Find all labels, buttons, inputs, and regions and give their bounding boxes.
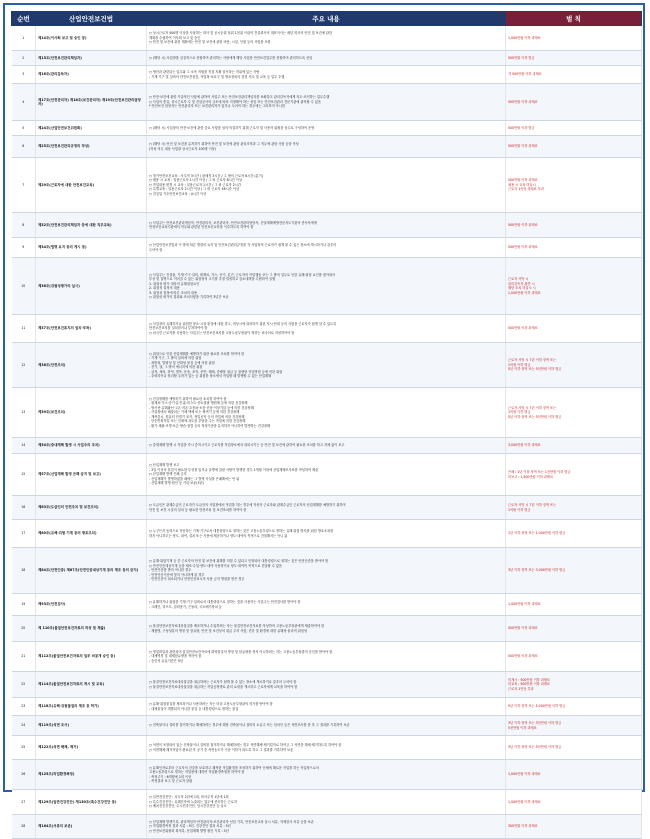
content-line: ○ 사업주는 건설물, 기계·기구·설비, 원재료, 가스, 증기, 분진, 근로자의 작업행동 또는 그 밖의 업무로 인한 유해·위험 요인을 찾아내어: [149, 272, 336, 277]
content-line: ○ 작업환경측정 결과 서류 : 5년, 건강진단 결과 서류 : 5년: [149, 824, 231, 829]
table-row: [12, 51, 642, 66]
law-article: 제 110조(물질안전보건자료의 작성 및 제출): [36, 616, 147, 642]
content-line: - 3일 이상의 휴업이 필요한 부상을 입거나 질병에 걸린 사람이 발생한 경우 1개월 이내에 산업재해조사표를 작성하여 제출: [149, 467, 319, 472]
content-line: - 대체명칭 및 대체함유량을 적어야 함: [149, 654, 202, 659]
content-line: - 승인의 유효기간은 5년: [149, 658, 183, 663]
penalty: [506, 716, 642, 736]
penalty: [506, 815, 642, 839]
penalty-line: 은폐 : 1년 이하 징역 또는 1천만원 이하 벌금: [508, 470, 571, 474]
main-content: [147, 790, 506, 815]
penalty-line: 1,000만원 이하 과태료: [508, 290, 541, 295]
content-line: - 폭발성, 발화성 및 인화성 물질 등에 의한 위험: [149, 360, 215, 365]
penalty-line: 3년 이하 징역 또는 3천만원 이하 벌금: [508, 721, 562, 725]
penalty-line: 근로자 1인당 부과: [508, 686, 534, 691]
penalty-line: 채용 시 교육 미실시: [508, 182, 536, 187]
main-content: [147, 496, 506, 520]
penalty: [506, 760, 642, 790]
penalty-line: 1,000만원 이하 과태료: [508, 35, 541, 40]
content-line: - 측정주기 : 6개월에 1회 이상: [149, 774, 192, 779]
content-line: ○ 상시근로자 500명 이상을 사용하는 회사 및 공시순위 상위 1천위 이내의 건설회사의 대표이사는 매년 회사의 안전 및 보건에 관한: [149, 31, 333, 36]
penalty-line: 500만원 이하 과태료: [508, 178, 538, 183]
row-number: 25: [12, 736, 36, 760]
law-article: 제63조(도급인의 안전조치 및 보건조치): [36, 496, 147, 520]
content-line: - 추락하거나 붕괴할 우려가 있는 등 위험한 장소에서 작업할 때 발생할 수 있는 산업재해: [149, 374, 272, 378]
law-article: 제36조(위험성평가의 실시): [36, 258, 147, 315]
penalty-line: 5천만원 이하 과태료: [508, 725, 537, 730]
row-number: 22: [12, 672, 36, 698]
content-line: ○ 건강장해를 예방하기 위하여 필요한 조치를 하여야 함: [149, 396, 227, 401]
penalty: [506, 790, 642, 815]
content-line: ○ 정기안전보건교육 : 사무직 3시간 / 판매직 3시간 / 그 밖의 근로자 6시간 (분기): [149, 173, 263, 178]
content-line: - 원재료·가스·증기·분진·흄·미스트·산소결핍·병원체 등에 의한 건강장해: [149, 401, 248, 406]
main-content: [147, 315, 506, 343]
table-row: [12, 158, 642, 213]
penalty: [506, 594, 642, 616]
main-content: [147, 760, 506, 790]
penalty: [506, 388, 642, 438]
content-line: ○ 외국인 근로자를 사용하는 사업주는 안전보건표지를 고용노동부장관이 정하는 외국어로 작성하여야 함: [149, 330, 295, 335]
content-line: - 크레인, 리프트, 압력용기, 곤돌라, 국소배기장치 등: [149, 604, 222, 609]
content-line: ○ 석면이 포함되어 있는 건축물이나 설비를 철거하거나 해체하려는 경우 석면해체·제거업자로 하여금 그 석면을 해체·제거하도록 하여야 함: [149, 743, 342, 747]
penalty: [506, 616, 642, 642]
main-content: [147, 548, 506, 594]
main-content: [147, 438, 506, 454]
main-content: [147, 51, 506, 66]
content-line: - 산업재해가 발생하였을 때에는 그 발생 사실을 은폐해서는 안 됨: [149, 476, 240, 481]
main-content: [147, 238, 506, 258]
row-number: 8: [12, 213, 36, 238]
table-row: [12, 815, 642, 839]
penalty-line: 1억원 이하 벌금: [508, 362, 531, 367]
penalty-line: 해당 조치 미실시 시: [508, 286, 536, 290]
penalty-line: 미게시 : 500만원 이하 과태료: [508, 677, 551, 682]
content-line: ○ 안전 및 보건에 관한 계획에는 안전 및 보건에 관한 비용, 시설, 인원 등의 사항을 포함: [149, 40, 271, 45]
penalty: [506, 438, 642, 454]
row-number: 4: [12, 84, 36, 121]
content-line: ○ 물질안전보건자료대상물질을 취급하는 작업공정별로 관리 요령을 게시하고 근로자에게 교육을 하여야 함: [149, 684, 298, 689]
law-summary-table: [11, 11, 642, 839]
content-line: ○ 안전인증대상기계 등을 제조·수입·양도·대여·사용하거나 양도·대여의 목적으로 진열할 수 없음: [149, 563, 282, 568]
penalty: [506, 66, 642, 84]
content-line: 계획을 수립하여 이사회 보고 및 승인: [149, 35, 201, 40]
table-row: [12, 548, 642, 594]
law-article: 제118조(유해·위험물질의 제조 등 허가): [36, 698, 147, 716]
table-row: [12, 594, 642, 616]
content-line: - 안전인증기준에 맞지 아니하게 된 경우: [149, 572, 205, 577]
table-row: [12, 520, 642, 548]
content-line: ○ 도급인은 관계수급인 근로자가 도급인의 사업장에서 작업을 하는 경우에 자신의 근로자와 관계수급인 근로자의 산업재해를 예방하기 위하여: [149, 503, 346, 507]
header-no: 순번: [12, 12, 36, 26]
main-content: [147, 672, 506, 698]
row-number: 9: [12, 238, 36, 258]
penalty: [506, 698, 642, 716]
penalty: [506, 121, 642, 136]
penalty-line: 근로자 사망 시: [508, 277, 529, 281]
table-row: [12, 454, 642, 496]
row-number: 3: [12, 66, 36, 84]
main-content: [147, 26, 506, 51]
law-article: 제25조(안전보건관리규정의 작성): [36, 136, 147, 158]
table-row: [12, 343, 642, 388]
content-line: - 안전인증이 취소되거나 안전인증표시의 사용 금지 명령을 받은 경우: [149, 577, 245, 582]
main-content: [147, 343, 506, 388]
row-number: 27: [12, 790, 36, 815]
document-frame: [3, 3, 645, 833]
penalty-line: 1,000만원 이하 과태료: [508, 772, 541, 777]
content-line: - 안전인증을 받지 아니한 경우: [149, 568, 192, 573]
penalty-line: 근로자 1인당 과태료 부과: [508, 187, 544, 192]
content-line: - 산업재해 발생 원인 등 기록·보존(3년): [149, 481, 204, 486]
penalty-line: 근로자 사망 시 7년 이하 징역 또는: [508, 358, 557, 363]
law-article: 제84조(안전인증) 제87조(안전인증대상기계 등의 제조 등의 금지): [36, 548, 147, 594]
content-line: ○ 유해·위험물질을 제조하거나 사용하려는 자는 미리 고용노동부장관의 허가를 받아야 함: [149, 702, 273, 706]
content-line: ○ 누구든지 동력으로 작동하는 기계·기구로서 대통령령으로 정하는 것은 고용노동부령으로 정하는 유해·위험 방지를 위한 방호조치를: [149, 529, 334, 533]
content-line: 안전보건표지를 설치하거나 부착하여야 함: [149, 326, 208, 331]
law-article: 제38조(안전조치): [36, 343, 147, 388]
penalty-line: 500만원 이하 과태료: [508, 654, 538, 659]
law-article: 제17조(안전관리자) 제18조(보건관리자) 제19조(안전보건관리담당자): [36, 84, 147, 121]
header-law: 산업안전보건법: [36, 12, 147, 26]
header-penalty: 벌 칙: [506, 12, 642, 26]
content-line: ○ 석면해체·제거작업이 완료된 후 공기 중 석면농도가 기준 이하가 되도록 하고 그 결과를 기록하여 보존: [149, 747, 294, 752]
penalty: [506, 642, 642, 672]
content-line: ○ 안전보건위원회 회의록, 산업재해 발생 원인 기록 : 3년: [149, 828, 229, 833]
penalty: [506, 520, 642, 548]
table-row: [12, 616, 642, 642]
content-line: 고용노동부령으로 정하는 작업장에 대하여 작업환경측정을 하여야 함: [149, 770, 245, 774]
content-line: ○ 특별교육 : 일용근로자 2시간 이상 / 그 외 근로자 16시간 이상: [149, 187, 239, 192]
main-content: [147, 84, 506, 121]
content-line: - 제품명, 구성성분의 명칭 및 함유량, 안전 및 보건상의 취급 주의 사항, 건강 및 환경에 대한 유해성·물리적 위험성: [149, 628, 307, 633]
penalty-line: 근로자 사망 시 7년 이하 징역 또는: [508, 405, 557, 410]
law-article: 제119조(석면 조사): [36, 716, 147, 736]
content-line: ○ 영업비밀과 관련되어 물질안전보건자료에 화학물질의 명칭 및 함유량을 적지 아니하려는 자는 고용노동부장관의 승인을 받아야 함: [149, 649, 333, 654]
penalty-line: 500만원 이하 과태료: [508, 626, 538, 631]
law-article: 제16조(관리감독자): [36, 66, 147, 84]
content-line: - 계측감시, 컴퓨터 단말기 조작, 정밀공작 등의 작업에 의한 건강장해: [149, 414, 245, 419]
row-number: 24: [12, 716, 36, 736]
row-number: 5: [12, 121, 36, 136]
law-article: 제114조(물질안전보건자료의 게시 및 교육): [36, 672, 147, 698]
table-row: [12, 315, 642, 343]
law-article: 제122조(석면 해체, 제거): [36, 736, 147, 760]
content-line: ○ 특수건강진단 : 유해인자에 노출되는 업무에 종사하는 근로자: [149, 799, 237, 804]
content-line: ○ 사업장의 유해하거나 위험한 장소·시설·물질에 대한 경고, 비상시에 대처하기 위한 지시·안내 등의 사항을 근로자가 쉽게 알 수 있도록: [149, 321, 337, 326]
content-line: - 환기·채광·조명·보온·방습·청결 등의 적정기준을 유지하지 아니하여 발생하는 건강장해: [149, 423, 271, 428]
row-number: 10: [12, 258, 36, 315]
penalty: [506, 454, 642, 496]
table-body: [12, 26, 642, 839]
row-number: 14: [12, 438, 36, 454]
main-content: [147, 594, 506, 616]
table-row: [12, 642, 642, 672]
content-line: - 단순반복작업 또는 인체에 과도한 부담을 주는 작업에 의한 건강장해: [149, 419, 246, 424]
penalty: [506, 26, 642, 51]
main-content: [147, 388, 506, 438]
content-line: - 방사선·유해광선·고온·저온·초음파·소음·진동·이상기압 등에 의한 건강장해: [149, 405, 254, 410]
row-number: 12: [12, 343, 36, 388]
law-article: 제129조(일반건강진단) 제130조(특수건강진단 등): [36, 790, 147, 815]
penalty: [506, 84, 642, 121]
penalty: [506, 548, 642, 594]
content-line: ○ 작업내용 변경 시 교육 : 일용근로자 1시간 / 그 외 근로자 2시간: [149, 182, 241, 187]
table-row: [12, 736, 642, 760]
row-number: 19: [12, 594, 36, 616]
penalty-line: 1,000만원 이하 과태료: [508, 602, 541, 607]
content-line: ○ 사업의 종류, 상시근로자 수 및 건설공사의 규모에 따라 지정해야 하는 선임 또는 안전보건관리 전문기관에 위탁할 수 있음: [149, 99, 321, 104]
main-content: [147, 121, 506, 136]
main-content: [147, 716, 506, 736]
law-article: 제57조(산업재해 발생 은폐 금지 및 보고): [36, 454, 147, 496]
table-row: [12, 121, 642, 136]
penalty-line: 1억원 이하 벌금: [508, 410, 531, 415]
row-number: 13: [12, 388, 36, 438]
penalty-line: 3년 이하 징역 또는 5천만원 이하 벌금: [508, 745, 562, 750]
main-content: [147, 136, 506, 158]
law-article: 제39조(보건조치): [36, 388, 147, 438]
law-article: 제164조(서류의 보존): [36, 815, 147, 839]
content-line: - 굴착, 채석, 하역, 벌목, 운송, 조작, 운반, 해체, 중량물 취급 등 불량한 작업방법 등에 의한 위험: [149, 369, 283, 374]
table-row: [12, 84, 642, 121]
content-line: ○ 건설업 기초안전보건교육 : 4시간 이상: [149, 191, 207, 196]
table-row: [12, 238, 642, 258]
content-line: 1. 위험성 평가 대상의 유해위험요인: [149, 281, 200, 286]
content-line: (작성 의무 대상 사업장 상시근로자 100명 이상): [149, 146, 216, 151]
penalty-line: 미교육 : 500만원 이하 과태료: [508, 682, 551, 687]
law-article: 제93조(안전검사): [36, 594, 147, 616]
table-row: [12, 258, 642, 315]
content-line: ○ (해당 시) 안전 및 보건을 유지하기 위하여 안전 및 보건에 관한 관리조직과 그 직무에 관한 사항 등을 작성: [149, 142, 299, 146]
content-line: ○ 산업재해 발생 은폐 금지: [149, 472, 187, 477]
table-row: [12, 213, 642, 238]
content-line: 안전보건교육기관에서 직무와 관련된 안전보건교육을 이수하도록 하여야 함: [149, 225, 254, 229]
penalty-line: 5년 이하 징역 또는 5,000만원 이하 벌금: [508, 704, 566, 709]
main-content: [147, 213, 506, 238]
main-content: [147, 642, 506, 672]
table-row: [12, 790, 642, 815]
content-line: ○ 산업재해 발생기록, 관리책임자·안전관리자·보건관리자 선임 기록, 안전보건교육 실시 서류, 자체검사 서류 등을 보존: [149, 819, 314, 824]
main-content: [147, 66, 506, 84]
row-number: 11: [12, 315, 36, 343]
main-content: [147, 258, 506, 315]
content-line: ○ 중대재해 발생 시 작업을 즉시 중지시키고 근로자를 작업장소에서 대피시키는 등 안전 및 보건에 관하여 필요한 조치를 하고 지체 없이 보고: [149, 443, 345, 448]
penalty: [506, 736, 642, 760]
main-content: [147, 616, 506, 642]
penalty-line: 5년 이하 징역 또는 5천만원 이하 벌금: [508, 367, 562, 372]
content-line: ○ 생산과 관련되는 업무와 그 소속 직원을 직접 지휘·감독하는 직위에 있는 사람: [149, 70, 260, 74]
row-number: 15: [12, 454, 36, 496]
row-number: 17: [12, 520, 36, 548]
main-content: [147, 698, 506, 716]
penalty-line: 500만원 이하 과태료: [508, 245, 538, 250]
penalty-line: 500만원 이하 과태료: [508, 99, 538, 104]
content-line: ○ (해당 시) 사업장의 안전·보건에 관한 중요 사항을 심의·의결하기 위해 근로자 및 사용자 위원을 동수로 구성하여 운영: [149, 125, 315, 130]
content-line: ○ 물질안전보건자료대상물질을 제조하거나 수입하려는 자는 물질안전보건자료를 작성하여 고용노동부장관에게 제출하여야 함: [149, 624, 325, 628]
penalty: [506, 258, 642, 315]
content-line: ○ 유해·위험기계 등 중 근로자의 안전 및 보건에 위해를 미칠 수 있다고 인정되어 대통령령으로 정하는 것은 안전인증을 받아야 함: [149, 559, 329, 564]
content-line: - 측정결과 보고 및 근로자 알림: [149, 779, 193, 783]
penalty: [506, 238, 642, 258]
penalty-line: 5년 이하 징역 또는 5천만원 이하 벌금: [508, 414, 562, 419]
row-number: 23: [12, 698, 36, 716]
content-line: 두어야 함: [149, 247, 163, 252]
penalty: [506, 213, 642, 238]
table-row: [12, 136, 642, 158]
table-row: [12, 716, 642, 736]
law-article: 제37조(안전보건표지의 설치·부착): [36, 315, 147, 343]
row-number: 26: [12, 760, 36, 790]
row-number: 1: [12, 26, 36, 51]
penalty-line: 각 500만원 이하 과태료: [508, 72, 542, 77]
law-article: 제125조(작업환경측정): [36, 760, 147, 790]
penalty-line: 미보고 : 1,500만원 이하 과태료: [508, 474, 554, 479]
table-header: [12, 12, 642, 26]
law-article: 제32조(안전보건관리책임자 등에 대한 직무교육): [36, 213, 147, 238]
content-line: - 기계·기구 및 설비의 안전보건점검, 작업복·보호구 및 방호장치의 점검 지도 및 교육 등 업무 수행: [149, 74, 285, 79]
content-line: ○ 유해인자로부터 근로자의 건강을 보호하고 쾌적한 작업환경을 조성하기 위하여 인체에 해로운 작업을 하는 작업장으로서: [149, 765, 319, 770]
main-content: [147, 520, 506, 548]
content-line: ○ 산업안전보건법과 이 법에 따른 명령의 요지 및 안전보건관리규정을 각 사업장의 근로자가 쉽게 볼 수 있는 장소에 게시하거나 갖추어: [149, 243, 337, 247]
law-article: 제54조(중대재해 발생 시 사업주의 조치): [36, 438, 147, 454]
content-line: - 전기, 열, 그 밖의 에너지에 의한 위험: [149, 365, 203, 369]
penalty-line: 500만원 이하 벌금: [508, 55, 535, 60]
penalty-line: 3년 이하 징역 또는 3,000만원 이하 벌금: [508, 568, 566, 573]
table-row: [12, 66, 642, 84]
penalty-line: 300만원 이하 과태료: [508, 824, 538, 829]
content-line: ○ 위험성 평가의 결과와 조치사항을 기록하여 3년간 보존: [149, 295, 229, 299]
main-content: [147, 158, 506, 213]
table-row: [12, 760, 642, 790]
row-number: 21: [12, 642, 36, 672]
table-row: [12, 438, 642, 454]
law-article: 제112조(물질안전보건자료의 일부 비공개 승인 등): [36, 642, 147, 672]
table-row: [12, 496, 642, 520]
penalty-line: 3,000만원 이하 과태료: [508, 443, 541, 448]
row-number: 6: [12, 136, 36, 158]
content-line: ○ 건축물이나 설비를 철거하거나 해체하려는 경우에 해당 건축물이나 설비의 소유주 또는 임차인 등은 석면조사를 한 후 그 결과를 기록하여 보존: [149, 723, 350, 728]
penalty-line: 1년 이하 징역 또는 1,000만원 이하 벌금: [508, 531, 566, 536]
content-line: - 사업장에서 배출되는 기체·액체 또는 찌꺼기 등에 의한 건강장해: [149, 410, 240, 415]
law-article: 제29조(근로자에 대한 안전보건교육): [36, 158, 147, 213]
table-row: [12, 26, 642, 51]
content-line: - 대체물질이 개발되지 아니한 물질 등 대통령령으로 정하는 물질: [149, 706, 239, 711]
penalty: [506, 158, 642, 213]
content-line: ○ 일반건강진단 : 사무직 2년에 1회, 비사무직 1년에 1회: [149, 795, 229, 800]
penalty-line: 근로자 사망 시 7년 이하 징역 또는: [508, 503, 557, 507]
content-line: ○ 유해하거나 위험한 기계·기구·설비로서 대통령령으로 정하는 것을 사용하는 사업주는 안전검사를 받아야 함: [149, 600, 301, 604]
content-line: ○ 안전·보건에 관한 기술적인 사항에 관하여 사업주 또는 안전보건관리책임자를 보좌하고 관리감독자에게 지도·조언하는 업무수행: [149, 95, 330, 100]
content-line: ○ 산업재해 발생 보고: [149, 463, 180, 468]
law-article: 제14조(이사회 보고 및 승인 등): [36, 26, 147, 51]
law-article: 제15조(안전보건관리책임자): [36, 51, 147, 66]
content-line: ○ 사업주는 안전보건관리책임자, 안전관리자, 보건관리자, 안전보건관리담당자, 건설재해예방전문지도기관의 종사자에게: [149, 220, 317, 225]
content-line: 2. 위험성 결정의 내용: [149, 286, 180, 290]
main-content: [147, 815, 506, 839]
penalty-line: 500만원 이하 과태료: [508, 222, 538, 227]
row-number: 7: [12, 158, 36, 213]
penalty: [506, 51, 642, 66]
content-line: 부상 및 질병으로 이어질 수 있는 위험성의 크기를 추정·결정하고 감소대책을 수립하여 실행: [149, 277, 276, 281]
content-line: 하지 아니하고는 양도, 대여, 설치 또는 사용에 제공하거나 양도·대여의 목적으로 진열해서는 아니 됨: [149, 533, 288, 538]
header-content: 주요 내용: [147, 12, 506, 26]
content-line: - 기계·기구, 그 밖의 설비에 의한 위험: [149, 356, 202, 360]
law-article: 제24조(산업안전보건위원회): [36, 121, 147, 136]
law-article: 제80조(유해·위험 기계 등의 방호조치): [36, 520, 147, 548]
penalty-line: 500만원 이하 과태료: [508, 144, 538, 149]
content-line: ○ (해당 시) 사업장을 실질적으로 총괄하여 관리하는 사람에게 해당 사업장 안전보건업무를 총괄하여 관리하도록 선임: [149, 55, 313, 60]
table-row: [12, 672, 642, 698]
table-row: [12, 388, 642, 438]
content-line: ○ 배치전건강진단, 수시건강진단, 임시건강진단 등 실시: [149, 804, 227, 809]
row-number: 20: [12, 616, 36, 642]
content-line: ○ 위험으로 인한 산업재해를 예방하기 위한 필요한 조치를 하여야 함: [149, 351, 245, 356]
penalty-line: 관리감독자 위반 시: [508, 281, 535, 286]
content-line: ○ 채용 시 교육 : 일용근로자 1시간 이상 / 그 외 근로자 8시간 이상: [149, 178, 242, 183]
row-number: 2: [12, 51, 36, 66]
row-number: 28: [12, 815, 36, 839]
content-line: * 안전보건 담당자는 안전관리자 또는 보건관리자가 있거나 두어야 하는 경우에는 그러하지 아니함: [149, 104, 285, 109]
content-line: 안전 및 보건 시설의 설치 등 필요한 안전조치 및 보건조치를 하여야 함: [149, 507, 247, 512]
law-article: 제34조(법령 요지 등의 게시 등): [36, 238, 147, 258]
penalty: [506, 496, 642, 520]
content-line: 3. 위험성 결정에 따른 조치의 내용: [149, 290, 198, 295]
penalty-line: 500만원 이하 벌금: [508, 125, 535, 130]
penalty: [506, 343, 642, 388]
table-row: [12, 698, 642, 716]
penalty-line: 1,000만원 이하 과태료: [508, 799, 541, 804]
penalty: [506, 672, 642, 698]
row-number: 16: [12, 496, 36, 520]
row-number: 18: [12, 548, 36, 594]
penalty: [506, 136, 642, 158]
penalty-line: 500만원 이하 과태료: [508, 326, 538, 331]
main-content: [147, 454, 506, 496]
penalty-line: 1억원 이하 벌금: [508, 507, 531, 512]
main-content: [147, 736, 506, 760]
penalty: [506, 315, 642, 343]
content-line: ○ 물질안전보건자료대상물질을 취급하려는 근로자가 쉽게 볼 수 있는 장소에 게시하거나 갖추어 두어야 함: [149, 680, 297, 684]
